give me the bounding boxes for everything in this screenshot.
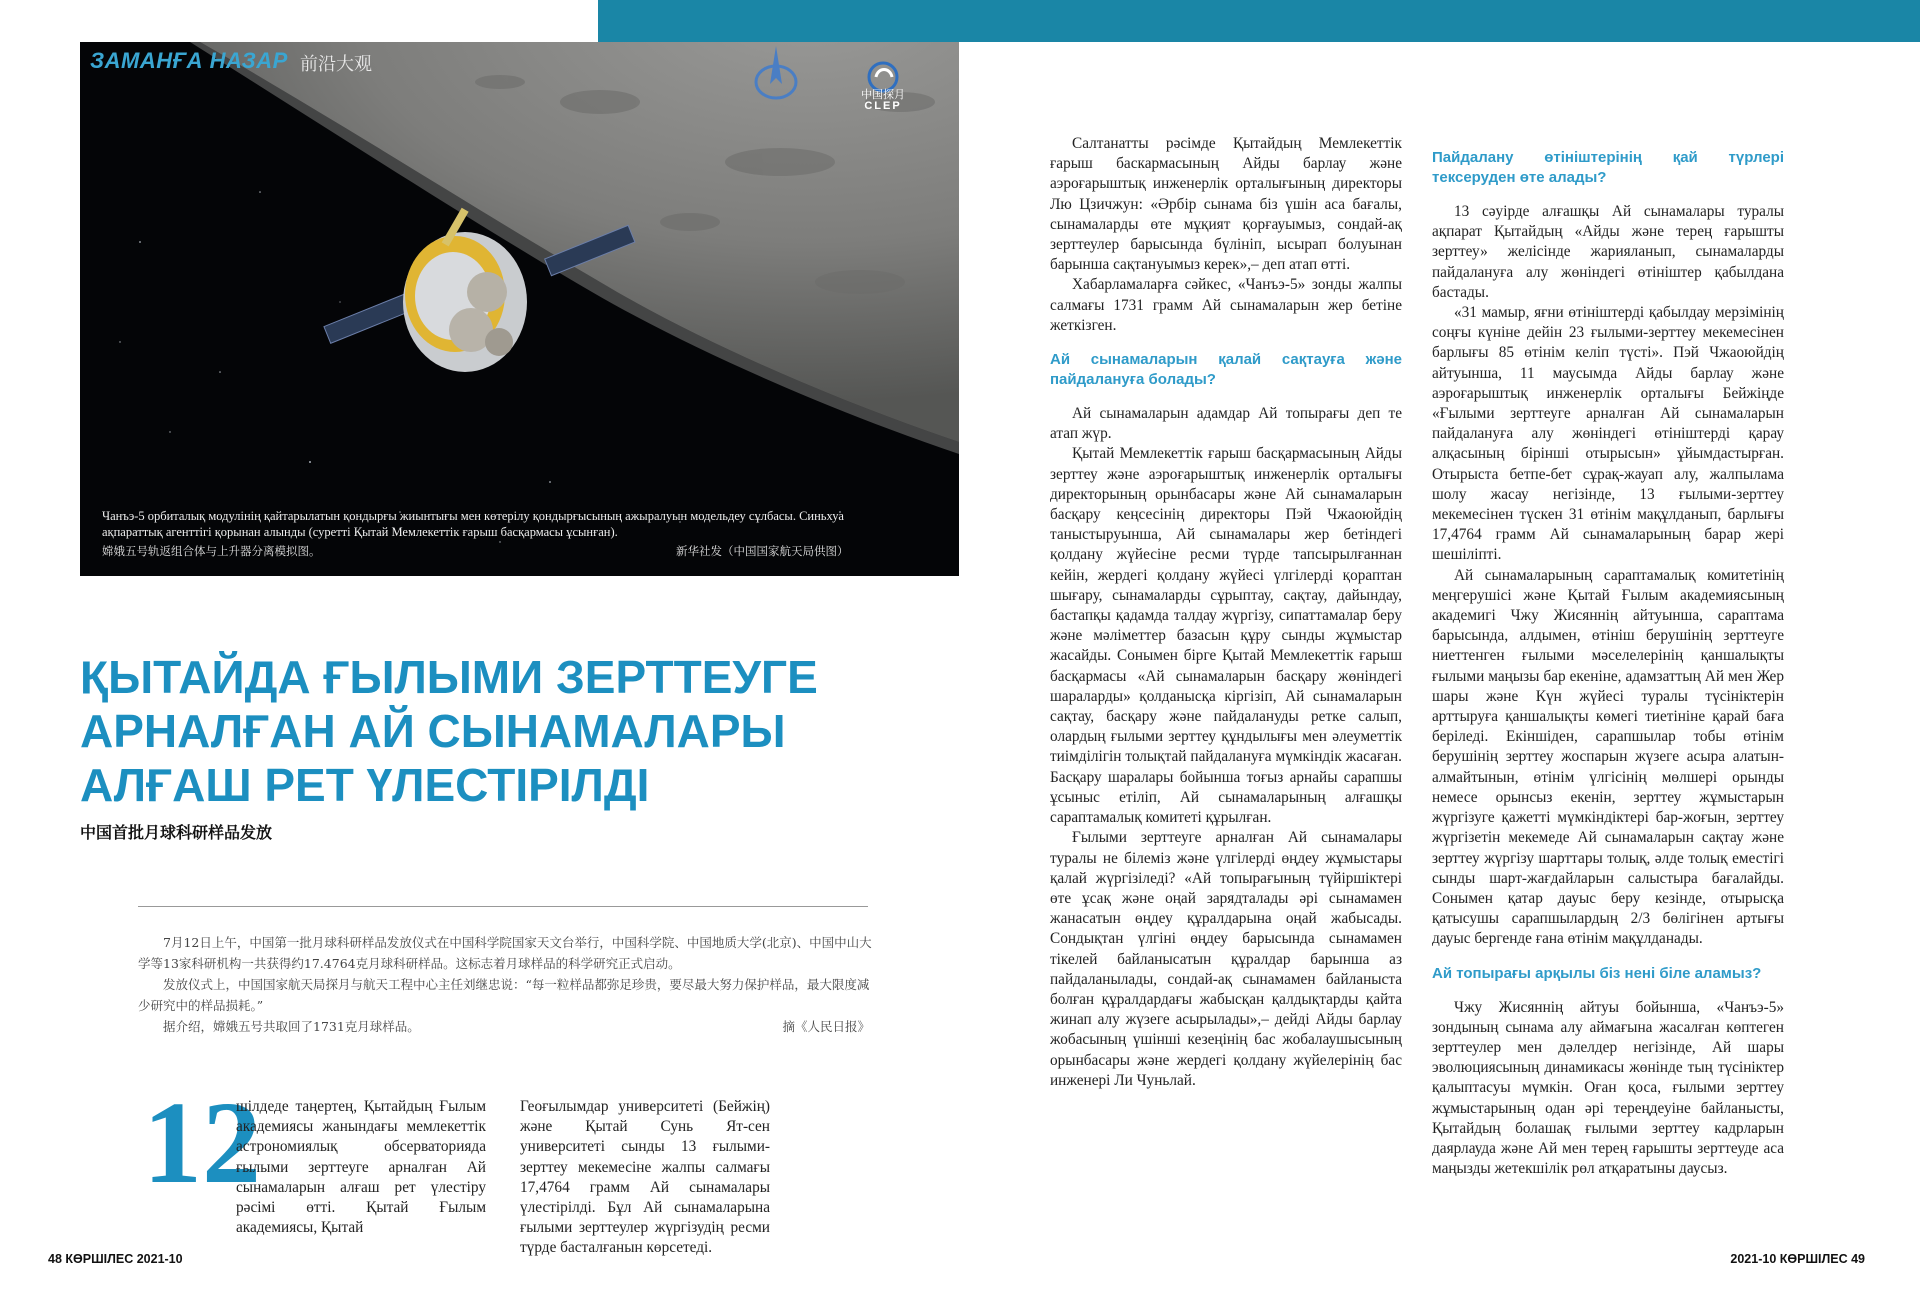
- clep-logo-text-cn: 中国探月: [861, 88, 905, 101]
- body-column-2: [520, 1097, 770, 1259]
- body-column-3: [1050, 134, 1402, 1091]
- page-number-right: 2021-10 КӨРШІЛЕС 49: [1730, 1252, 1865, 1266]
- chinese-lead: [138, 932, 872, 1037]
- lead-paragraph: 据介绍，嫦娥五号共取回了1731克月球样品。: [163, 1019, 420, 1034]
- body-paragraph: Ай сынамаларының сараптамалық комитетінің меңгерушісі және Қытай Ғылым академиясының академигі Чжу Жисяннің айтуынша, сараптама барысында, алдымен, өтініш берушінің зерттеуге ниеттенген ғылыми мәселелерінің қаншалықты ғылыми маңызы бар екеніне, адамзаттың Ай мен Жер шары және Күн жүйесі туралы түсініктерін арттыруға қаншалықты көмегі тиетініне қарай баға беріледі. Екіншіден, сарапшылар тобы өтінім берушінің зерттеу жоспарын жүзеге асыра алатын-алмайтынын, өтінім үлгісінің мөлшері орынды немесе орынсыз екенін, зерттеу жұмыстарын жүргізуге қажетті мүмкіндіктері бар-жоғын, зерттеу жүргізетін мекемеде Ай сынамаларын сақтау және зерттеу жүргізу шарттары толық, әлде толық еместігі сынды шарт-жағдайларын салыстыра бағалайды. Сонымен қатар дауыс беру кезінде, отырысқа қатысушы сарапшылардың 2/3 бөлігінен артығы дауыс бергенде ғана өтінім мақұлданады.: [1432, 566, 1784, 948]
- body-paragraph: Ай сынамаларын адамдар Ай топырағы деп те атап жүр.: [1050, 405, 1402, 443]
- section-title: ЗАМАНҒА НАЗАР: [90, 48, 288, 73]
- section-heading: Ай топырағы арқылы біз нені біле аламыз?: [1432, 964, 1762, 982]
- section-title-cn: 前沿大观: [300, 54, 372, 75]
- header-accent-bar: [598, 0, 1920, 42]
- divider: [138, 906, 868, 907]
- clep-logo-text: CLEP: [864, 100, 902, 112]
- photo-illustration: [80, 42, 959, 576]
- lead-paragraph: 发放仪式上，中国国家航天局探月与航天工程中心主任刘继忠说：“每一粒样品都弥足珍贵，要尽最大努力保护样品，最大限度减少研究中的样品损耗。”: [138, 977, 870, 1013]
- body-paragraph: шілдеде таңертең, Қытайдың Ғылым академиясы жанындағы мемлекеттік астрономиялық обсерваторияда ғылыми зерттеуге арналған Ай сынамаларын алғаш рет үлестіру рәсімі өтті. Қытай Ғылым академиясы, Қытай: [236, 1098, 486, 1237]
- lunar-spacecraft-photo: [80, 42, 959, 576]
- article-subtitle-cn: 中国首批月球科研样品发放: [80, 823, 273, 842]
- body-paragraph: «31 мамыр, яғни өтініштерді қабылдау мерзімінің соңғы күніне дейін 23 ғылыми-зерттеу мекемесінен барлығы 85 өтінім келіп түсті». Пэй Чжаоюйдің айтуынша, 11 маусымда Айды барлау және аэроғарыштық инженерлік орталығы Бейжіңде «Ғылыми зерттеуге арналған Ай сынамаларын пайдалануға алу жөніндегі өтініштерді қарау алқасының бірінші отырысын» ұйымдастырған. Отырыста бетпе-бет сұрақ-жауап алу, жалпылама шолу жасау негізінде, 13 ғылыми-зерттеу мекемесінен түскен 31 өтінім мақұлданып, барлығы 17,4764 грамм Ай сынамаларының барар жері шешіліпті.: [1432, 304, 1784, 564]
- section-heading: Ай сынамаларын қалай сақтауға және пайдалануға болады?: [1050, 351, 1402, 389]
- photo-caption: Чанъэ-5 орбиталық модулінің қайтарылатын қондырғы жиынтығы мен көтерілу қондырғысының ажыралуын модельдеу сұлбасы. Синьхуа ақпараттық агенттігі қорынан алынды (суретті Қытай Мемлекеттік ғарыш басқармасы ұсынған).: [102, 509, 844, 539]
- body-paragraph: 13 сәуірде алғашқы Ай сынамалары туралы ақпарат Қытайдың «Айды және терең ғарышты зерттеу» желісінде жарияланып, сынамаларды пайдалануға алу жөніндегі өтініштер қабылдана бастады.: [1432, 203, 1784, 301]
- photo-credit: 新华社发（中国国家航天局供图）: [676, 544, 849, 558]
- body-paragraph: Чжу Жисяннің айтуы бойынша, «Чанъэ-5» зондының сынама алу аймағына жасалған көптеген зерттеулер мен дәлелдер негізінде, Ай шары эволюциясының динамикасы жөнінде тың түсініктер қалыптасуы мүмкін. Оған қоса, ғылыми зерттеу жұмыстарының одан әрі тереңдеуіне байланысты, Қытайдың болашақ ғылыми зерттеу кадрларын даярлауда және Ай мен терең ғарышты зерттеуде аса маңызды жетекшілік рөл атқаратыны даусыз.: [1432, 998, 1784, 1178]
- article-headline: ҚЫТАЙДА ҒЫЛЫМИ ЗЕРТТЕУГЕ АРНАЛҒАН АЙ СЫНАМАЛАРЫ АЛҒАШ РЕТ ҮЛЕСТІРІЛДІ: [80, 651, 818, 811]
- body-paragraph: Ғылыми зерттеуге арналған Ай сынамалары туралы не білеміз және үлгілерді өңдеу жұмыстары қалай жүргізіледі? «Ай топырағының түйіршіктері өте ұсақ және оңай зарядталады әрі сынамамен жанасатын өңдеу құралдарына оңай жабысады. Сондықтан үлгіні өңдеу барысында сынамамен тікелей байланысатын құралдар барынша аз пайдаланылады, сондай-ақ сынамамен байланыста болған құралдардағы жабысқан қалдықтарды қайта жинап алу жүзеге асырылады»,– дейді Айды барлау жобасының үшінші кезеңінің бас жобалаушысының орынбасары және жердегі қолдану жүйелерінің бас инженері Ли Чуньлай.: [1050, 829, 1402, 1089]
- section-heading: Пайдалану өтініштерінің қай түрлері тексеруден өте алады?: [1432, 149, 1784, 186]
- drop-cap: 12: [143, 1077, 261, 1208]
- page-number-left: 48 КӨРШІЛЕС 2021-10: [48, 1252, 183, 1266]
- body-paragraph: Қытай Мемлекеттік ғарыш басқармасының Айды зерттеу және аэроғарыштық инженерлік орталығы директорының орынбасары және Ай сынамаларын басқару кеңсесінің директоры Пэй Чжаоюйдің таныстыруынша, Ай сынамалары жер бетіндегі қолдану жүйесіне ресми түрде тапсырылғаннан кейін, жердегі қолдану жүйесі үлгілерді қораптан шығару, сынамаларды сұрыптау, сақтау, дайындау, бастапқы қадамда талдау жүргізу, сипаттамалар беру және мәліметтер базасын құру сынды жұмыстар жасайды. Сонымен бірге Қытай Мемлекеттік ғарыш басқармасы «Ай сынамаларын басқару жөніндегі шараларды» қолданысқа кіргізіп, Ай сынамаларын сақтау, басқару және пайдалануды ретке салып, олардың ғылыми зерттеу құндылығы мен әлеуметтік тиімділігін толықтай пайдалануға мүмкіндік жасаған. Басқару шаралары бойынша тоғыз арнайы сарапшы ұсыныс етіліп, Ай сынамаларының алғашқы сараптамалық комитеті құрылған.: [1050, 445, 1402, 827]
- cnsa-logo-icon: [752, 44, 800, 104]
- body-column-4: [1432, 134, 1784, 1179]
- body-paragraph: Хабарламаларға сәйкес, «Чанъэ-5» зонды жалпы салмағы 1731 грамм Ай сынамаларын жер бетіне жеткізген.: [1050, 276, 1402, 334]
- lead-source: 摘《人民日报》: [782, 1019, 870, 1034]
- photo-caption-cn: 嫦娥五号轨返组合体与上升器分离模拟图。: [102, 544, 321, 558]
- body-paragraph: Геоғылымдар университеті (Бейжің) және Қытай Сунь Ят-сен университеті сынды 13 ғылыми-зерттеу мекемесіне жалпы салмағы 17,4764 грамм Ай сынамалары үлестірілді. Бұл Ай сынамаларына ғылыми зерттеулер жүргізудің ресми түрде басталғанын көрсетеді.: [520, 1098, 770, 1257]
- body-column-1: [236, 1097, 486, 1238]
- body-paragraph: Салтанатты рәсімде Қытайдың Мемлекеттік ғарыш баскармасының Айды барлау және аэроғарыштық инженерлік орталығының директоры Лю Цзичжун: «Әрбір сынама біз үшін аса бағалы, сынамаларды өте мұқият қорғауымыз, сондай-ақ зерттеулер барысында бүлініп, ысырап болуынан барынша сақтануымыз керек»,– деп атап өтті.: [1050, 135, 1402, 274]
- lead-paragraph: 7月12日上午，中国第一批月球科研样品发放仪式在中国科学院国家天文台举行，中国科学院、中国地质大学(北京)、中国中山大学等13家科研机构一共获得约17.4764克月球科研样品。这标志着月球样品的科学研究正式启动。: [138, 935, 872, 971]
